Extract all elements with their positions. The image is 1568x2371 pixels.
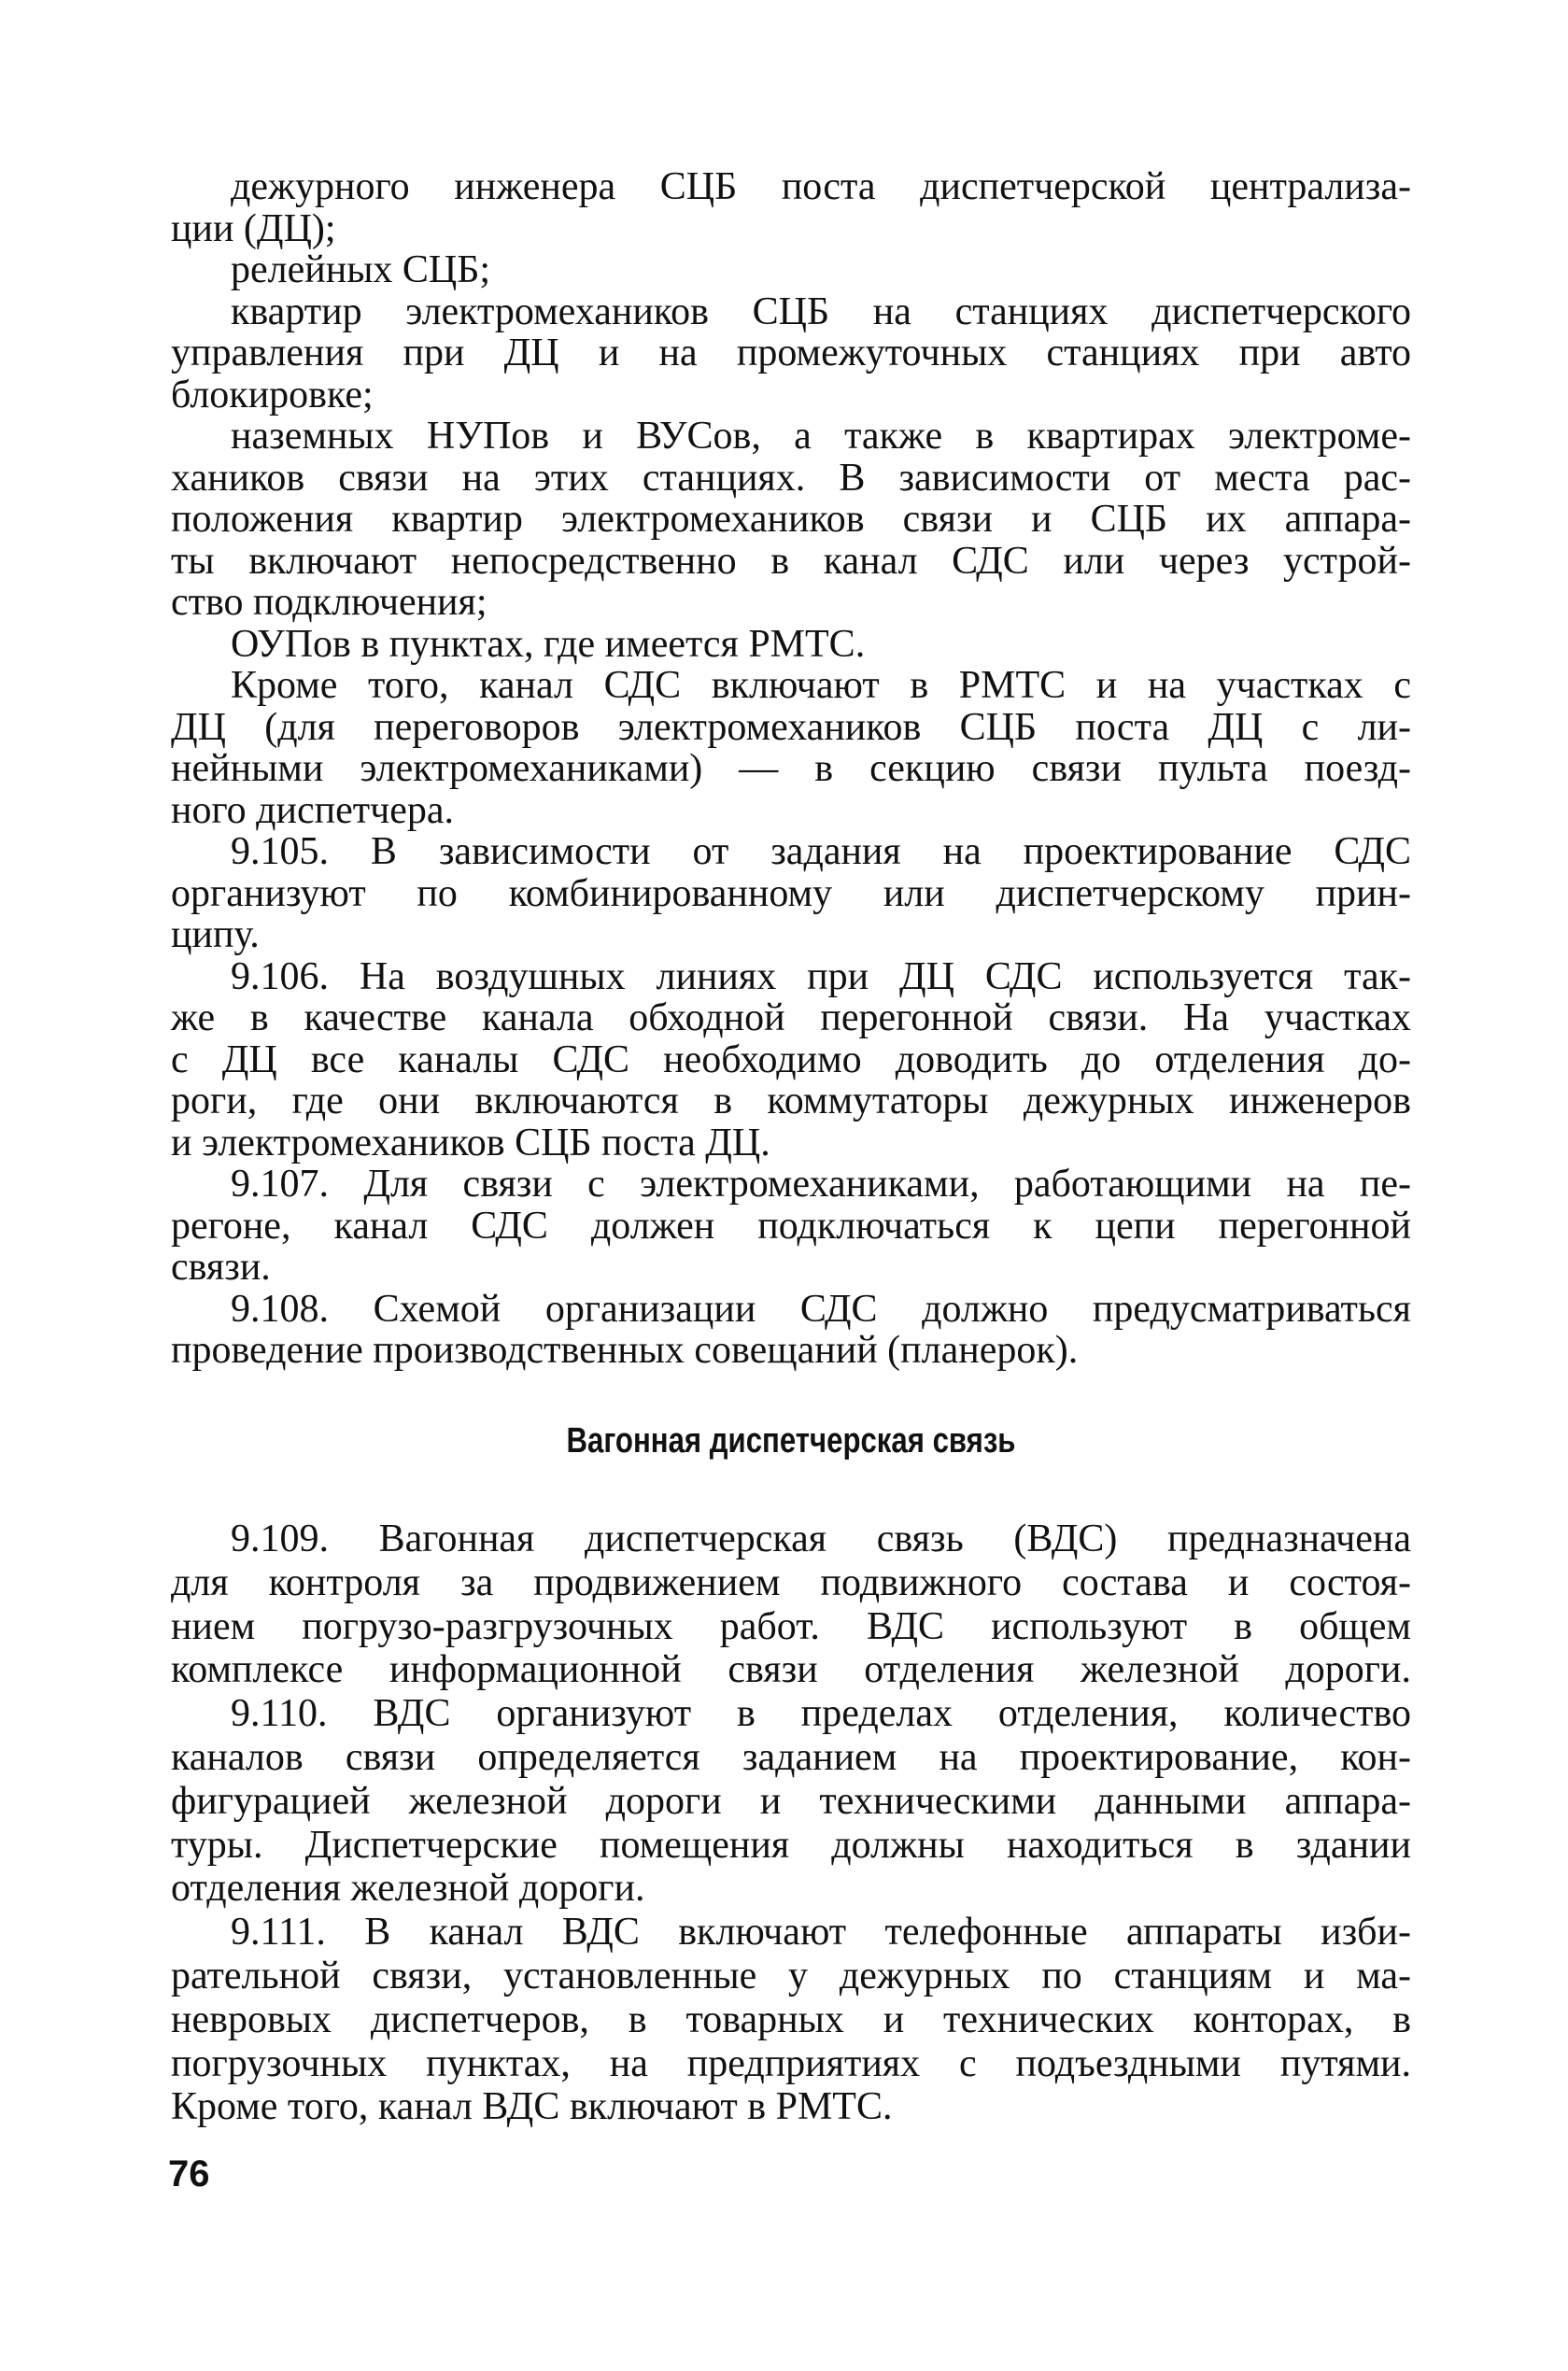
text-line: управления при ДЦ и на промежуточных станциях при авто [171,332,1411,374]
text-line: хаников связи на этих станциях. В зависимости от места рас- [171,456,1411,500]
text-line: и электромехаников СЦБ поста ДЦ. [171,1121,770,1164]
text-line: 9.109. Вагонная диспетчерская связь (ВДС) предназначена [231,1517,1411,1560]
text-line: ДЦ (для переговоров электромехаников СЦБ поста ДЦ с ли- [171,705,1411,749]
paragraph [171,1289,1411,1372]
paragraph [171,166,1411,249]
text-line: блокировке; [171,373,374,416]
text-line: Кроме того, канал СДС включают в РМТС и на участках с [231,664,1411,707]
text-line: ного диспетчера. [171,788,455,832]
paragraph [171,249,1411,291]
text-line: туры. Диспетчерские помещения должны находиться в здании [171,1823,1411,1867]
text-line: наземных НУПов и ВУСов, а также в квартирах электроме- [231,415,1411,458]
paragraph [171,1911,1411,2129]
text-line: 9.110. ВДС организуют в пределах отделения, количество [231,1692,1411,1736]
text-line: комплексе информационной связи отделения железной дороги. [171,1648,1411,1692]
text-line: невровых диспетчеров, в товарных и технических конторах, в [171,1997,1411,2041]
text-line: рательной связи, установленные у дежурных по станциям и ма- [171,1954,1411,1997]
text-line: ство подключения; [171,581,487,624]
text-line: ципу. [171,913,260,956]
text-line: релейных СЦБ; [231,248,491,291]
text-line: фигурацией железной дороги и техническими данными аппара- [171,1779,1411,1823]
text-line: регоне, канал СДС должен подключаться к цепи перегонной [171,1204,1411,1248]
text-line: организуют по комбинированному или диспетчерскому прин- [171,871,1411,915]
paragraph [171,416,1411,624]
text-line: ОУПов в пунктах, где имеется РМТС. [231,622,866,666]
text-line: 9.106. На воздушных линиях при ДЦ СДС используется так- [231,954,1411,998]
text-line: проведение производственных совещаний (планерок). [171,1329,1079,1372]
body-text-section-2 [171,1517,1411,2129]
section-heading: Вагонная диспетчерская связь [566,1421,1016,1461]
text-line: квартир электромехаников СЦБ на станциях диспетчерского [231,289,1411,333]
text-line: 9.107. Для связи с электромеханиками, работающими на пе- [231,1163,1411,1206]
text-line: связи. [171,1246,271,1289]
page-number: 76 [168,2153,210,2195]
text-line: роги, где они включаются в коммутаторы дежурных инженеров [171,1080,1411,1122]
text-line: ты включают непосредственно в канал СДС или через устрой- [171,539,1411,583]
paragraph [171,831,1411,956]
text-line: ции (ДЦ); [171,206,336,250]
text-line: нием погрузо-разгрузочных работ. ВДС используют в общем [171,1604,1411,1648]
text-line: погрузочных пунктах, на предприятиях с подъездными путями. [171,2041,1411,2085]
text-line: же в качестве канала обходной перегонной связи. На участках [171,996,1411,1039]
text-line: 9.108. Схемой организации СДС должно предусматриваться [231,1287,1411,1331]
paragraph [171,1692,1411,1911]
text-line: с ДЦ все каналы СДС необходимо доводить до отделения до- [171,1037,1411,1081]
paragraph [171,956,1411,1164]
paragraph [171,624,1411,666]
text-line: нейными электромеханиками) — в секцию связи пульта поезд- [171,747,1411,790]
body-text-section-1 [171,166,1411,1372]
paragraph [171,665,1411,831]
text-line: Кроме того, канал ВДС включают в РМТС. [171,2085,893,2129]
paragraph [171,1164,1411,1289]
text-line: каналов связи определяется заданием на проектирование, кон- [171,1735,1411,1779]
text-line: положения квартир электромехаников связи и СЦБ их аппара- [171,498,1411,541]
paragraph [171,291,1411,416]
text-line: 9.105. В зависимости от задания на проектирование СДС [231,830,1411,873]
text-line: 9.111. В канал ВДС включают телефонные аппараты изби- [231,1911,1411,1955]
text-line: отделения железной дороги. [171,1867,645,1911]
text-line: дежурного инженера СЦБ поста диспетчерской централиза- [231,165,1411,208]
text-line: для контроля за продвижением подвижного состава и состоя- [171,1560,1411,1604]
paragraph [171,1517,1411,1692]
